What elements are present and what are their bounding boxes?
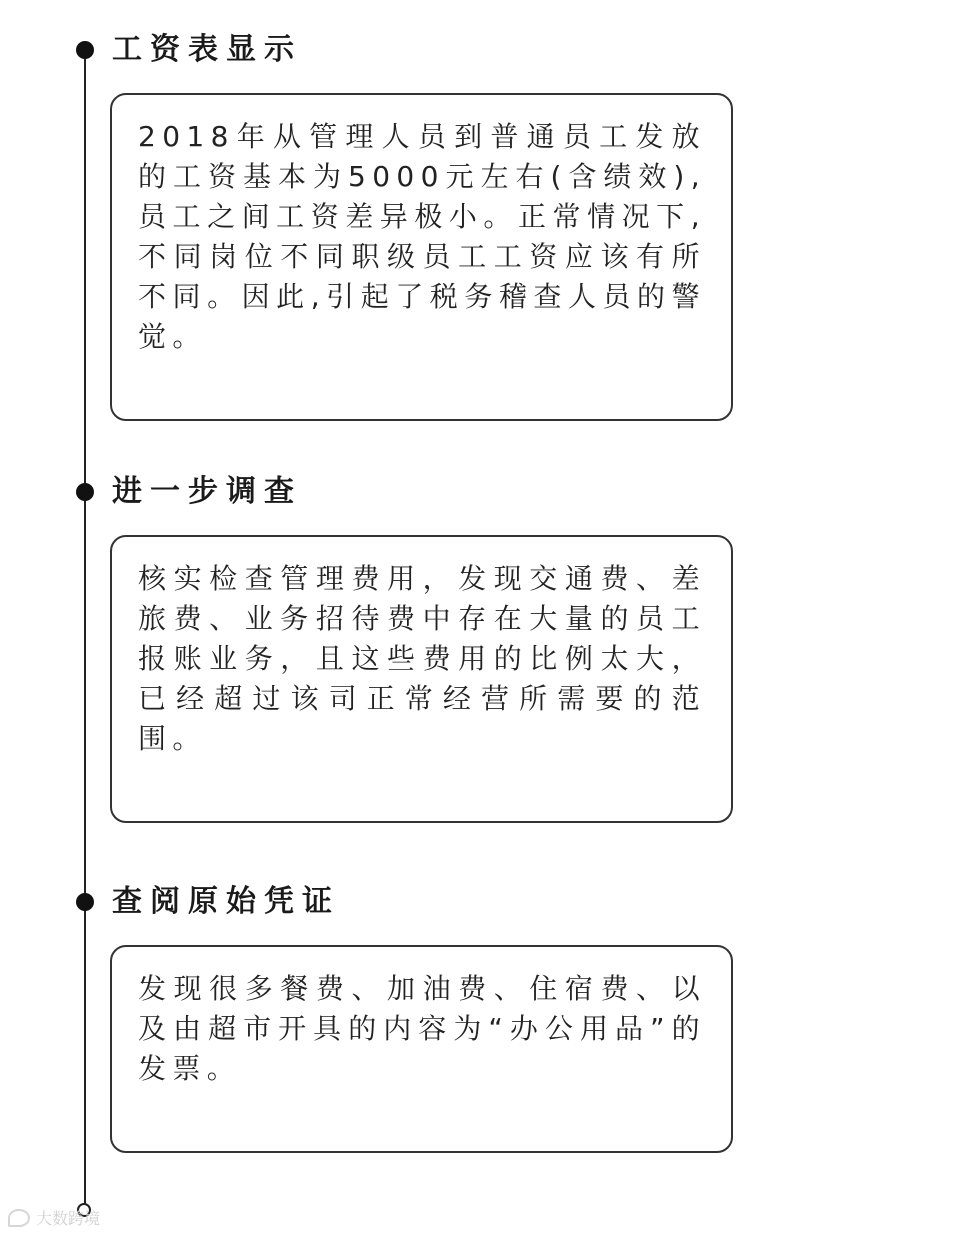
section-card-1 — [110, 93, 733, 421]
watermark-text: 大数跨境 — [36, 1209, 101, 1228]
section-card-3 — [110, 945, 733, 1153]
section-heading-3: 查阅原始凭证 — [112, 884, 340, 919]
timeline-dot-2 — [76, 483, 94, 501]
section-body-1: 2018年从管理人员到普通员工发放的工资基本为5000元左右(含绩效), 员工之间工资差异极小。正常情况下,不同岗位不同职级员工工资应该有所不同。因此,引起了税务稽查人员的警觉。 — [138, 120, 706, 353]
watermark-logo-icon — [8, 1209, 30, 1227]
section-card-2 — [110, 535, 733, 823]
watermark — [8, 1206, 100, 1229]
section-heading-1: 工资表显示 — [112, 32, 302, 67]
section-heading-2: 进一步调查 — [112, 474, 302, 509]
section-body-2: 核实检查管理费用，发现交通费、差旅费、业务招待费中存在大量的员工报账业务，且这些费用的比例太大，已经超过该司正常经营所需要的范围。 — [138, 562, 706, 755]
timeline-line — [84, 48, 86, 1210]
section-body-3: 发现很多餐费、加油费、住宿费、以及由超市开具的内容为“办公用品”的发票。 — [138, 972, 706, 1085]
timeline-dot-3 — [76, 893, 94, 911]
timeline-dot-1 — [76, 41, 94, 59]
